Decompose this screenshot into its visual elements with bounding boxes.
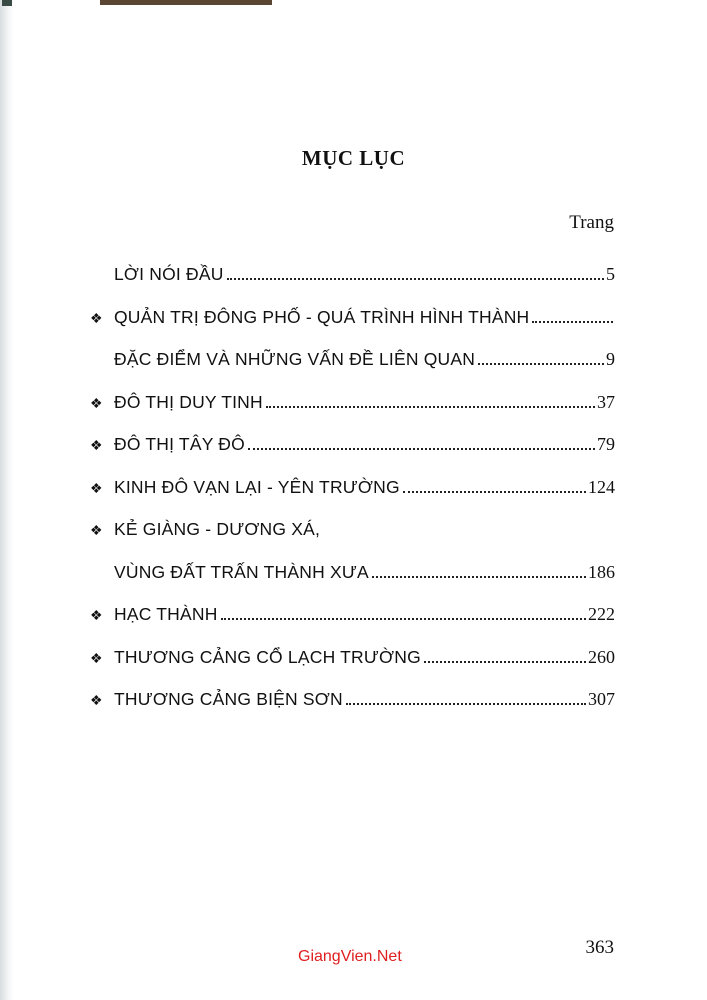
- diamond-bullet-icon: ❖: [90, 439, 103, 454]
- toc-entry-title: ĐÔ THỊ TÂY ĐÔ: [114, 434, 245, 454]
- toc-entry[interactable]: [88, 307, 615, 350]
- dot-leader: [266, 406, 595, 408]
- page-number: 363: [585, 937, 614, 958]
- toc-entry[interactable]: [88, 477, 615, 520]
- diamond-bullet-icon: ❖: [90, 524, 103, 539]
- diamond-bullet-icon: ❖: [90, 396, 103, 412]
- diamond-bullet-icon: ❖: [90, 694, 103, 709]
- dot-leader: [372, 576, 586, 578]
- dot-leader: [424, 661, 586, 663]
- toc-entry[interactable]: [88, 392, 615, 435]
- toc-entry-page: 124: [588, 476, 615, 497]
- toc-entry-page: 222: [588, 604, 615, 624]
- toc-entry[interactable]: [88, 434, 615, 477]
- diamond-bullet-icon: ❖: [90, 481, 103, 497]
- top-scan-strip: [100, 0, 272, 5]
- toc-entry-page: 307: [588, 689, 615, 709]
- dot-leader: [227, 278, 604, 280]
- diamond-bullet-icon: ❖: [90, 311, 103, 327]
- toc-entry[interactable]: [88, 264, 615, 307]
- dot-leader: [403, 491, 586, 493]
- toc-entry-title: ĐẶC ĐIỂM VÀ NHỮNG VẤN ĐỀ LIÊN QUAN: [114, 349, 476, 369]
- toc-entry-page: 186: [588, 561, 615, 582]
- dot-leader: [221, 618, 586, 620]
- watermark: GiangVien.Net: [298, 948, 402, 965]
- toc-entry[interactable]: [88, 519, 615, 562]
- toc-entry[interactable]: [88, 562, 615, 605]
- dot-leader: [478, 363, 604, 365]
- toc-entry-title: QUẢN TRỊ ĐÔNG PHỐ - QUÁ TRÌNH HÌNH THÀNH: [114, 306, 530, 327]
- toc-entry-page: 37: [597, 391, 615, 412]
- toc-heading: MỤC LỤC: [301, 146, 406, 170]
- diamond-bullet-icon: ❖: [90, 651, 103, 667]
- toc-entry-page: 260: [588, 646, 615, 667]
- binding-mark: [2, 0, 12, 6]
- dot-leader: [346, 703, 586, 705]
- toc-entry-title: THƯƠNG CẢNG BIỆN SƠN: [114, 689, 343, 709]
- toc-entry-title: THƯƠNG CẢNG CỔ LẠCH TRƯỜNG: [114, 646, 421, 667]
- toc-entry-title: ĐÔ THỊ DUY TINH: [114, 391, 263, 412]
- diamond-bullet-icon: ❖: [90, 609, 103, 624]
- dot-leader: [248, 448, 595, 450]
- toc-entry[interactable]: [88, 689, 615, 732]
- toc-entry-title: KINH ĐÔ VẠN LẠI - YÊN TRƯỜNG: [114, 476, 400, 497]
- toc-entry-title: KẺ GIÀNG - DƯƠNG XÁ,: [114, 519, 321, 539]
- page-column-label: Trang: [569, 212, 614, 233]
- toc-entry[interactable]: [88, 647, 615, 690]
- table-of-contents: [88, 264, 615, 732]
- toc-entry-page: 9: [606, 349, 615, 369]
- toc-entry[interactable]: [88, 349, 615, 392]
- toc-entry[interactable]: [88, 604, 615, 647]
- toc-entry-page: 79: [597, 434, 615, 454]
- dot-leader: [532, 321, 613, 323]
- toc-entry-title: LỜI NÓI ĐẦU: [114, 264, 224, 284]
- toc-entry-page: 5: [606, 264, 615, 284]
- toc-entry-title: VÙNG ĐẤT TRẤN THÀNH XƯA: [114, 561, 369, 582]
- toc-entry-title: HẠC THÀNH: [114, 604, 218, 624]
